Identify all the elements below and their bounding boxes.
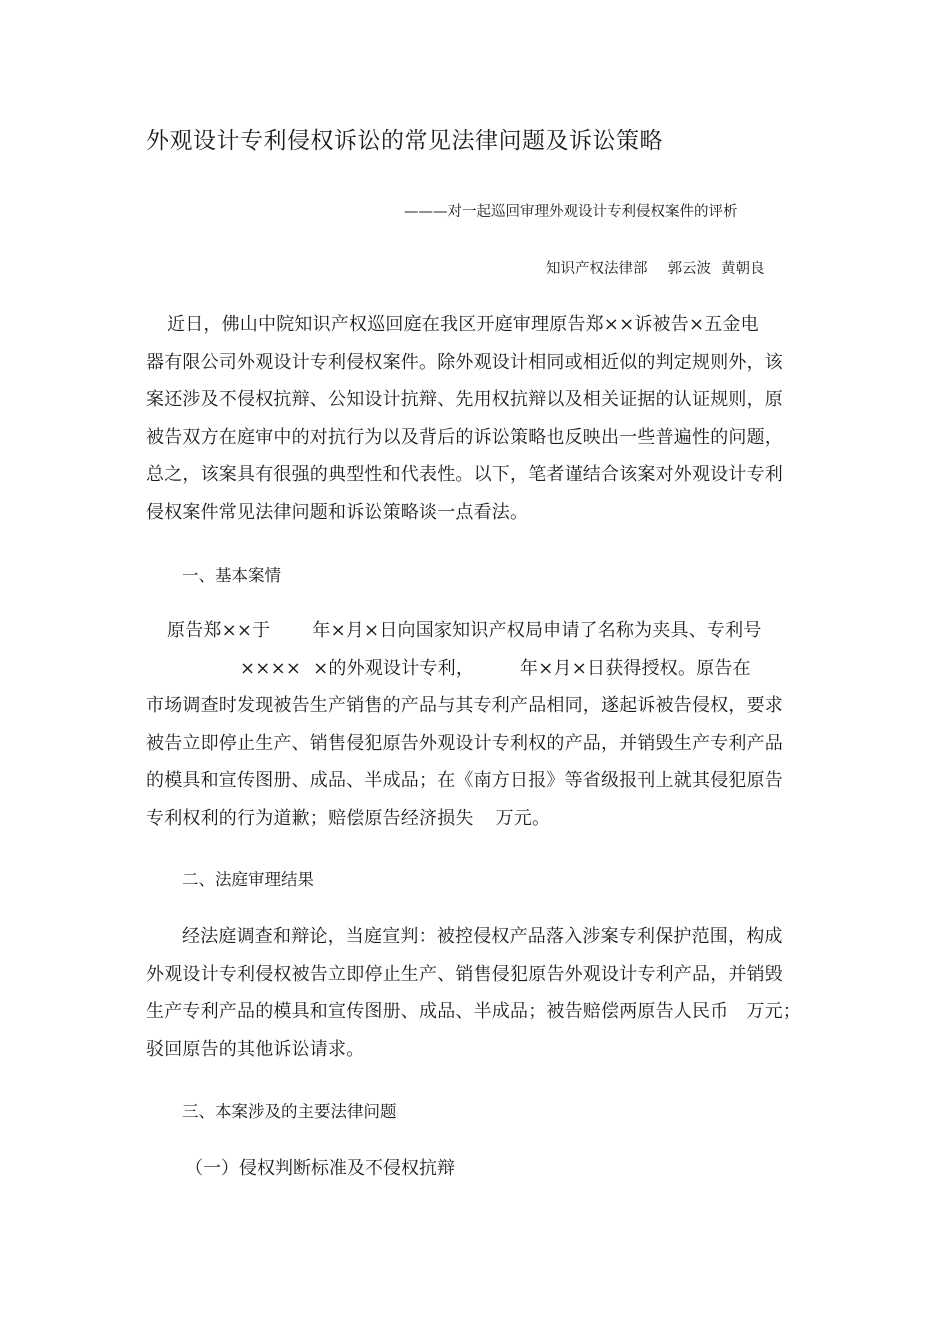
author-line (546, 257, 765, 278)
paragraph-line: 专利权利的行为道歉；赔偿原告经济损失 万元。 (146, 807, 551, 829)
paragraph-line: 案还涉及不侵权抗辩、公知设计抗辩、先用权抗辩以及相关证据的认证规则，原 (146, 389, 783, 410)
paragraph-line: 总之，该案具有很强的典型性和代表性。以下，笔者谨结合该案对外观设计专利 (146, 464, 783, 485)
paragraph-line: 原告郑××于 年×月×日向国家知识产权局申请了名称为夹具、专利号 (167, 620, 762, 641)
document-title: 外观设计专利侵权诉讼的常见法律问题及诉讼策略 (146, 128, 663, 154)
paragraph-line: 驳回原告的其他诉讼请求。 (146, 1038, 365, 1060)
paragraph-line: 器有限公司外观设计专利侵权案件。除外观设计相同或相近似的判定规则外，该 (146, 351, 783, 373)
paragraph-line: 外观设计专利侵权被告立即停止生产、销售侵犯原告外观设计专利产品，并销毁 (146, 963, 783, 985)
section-heading: 三、本案涉及的主要法律问题 (182, 1102, 397, 1121)
paragraph-line: 被告双方在庭审中的对抗行为以及背后的诉讼策略也反映出一些普遍性的问题， (146, 426, 783, 448)
document-subtitle: ———对一起巡回审理外观设计专利侵权案件的评析 (404, 204, 738, 220)
paragraph-line: 市场调查时发现被告生产销售的产品与其专利产品相同，遂起诉被告侵权，要求 (146, 695, 783, 716)
author-name: 郭云波 (667, 261, 711, 277)
subsection-heading: （一）侵权判断标准及不侵权抗辩 (185, 1158, 455, 1179)
section-heading: 一、基本案情 (182, 566, 281, 585)
paragraph-line: 被告立即停止生产、销售侵犯原告外观设计专利权的产品，并销毁生产专利产品 (146, 732, 783, 754)
intro-paragraph (146, 306, 806, 531)
paragraph-line: 近日，佛山中院知识产权巡回庭在我区开庭审理原告郑××诉被告×五金电 (167, 314, 759, 335)
author-name: 黄朝良 (721, 261, 765, 277)
paragraph-line: 侵权案件常见法律问题和诉讼策略谈一点看法。 (146, 501, 529, 523)
paragraph-line: 经法庭调查和辩论，当庭宣判：被控侵权产品落入涉案专利保护范围，构成 (182, 926, 783, 947)
trial-result-paragraph (146, 918, 806, 1068)
department-name: 知识产权法律部 (546, 261, 648, 277)
paragraph-line: 的模具和宣传图册、成品、半成品；在《南方日报》等省级报刊上就其侵犯原告 (146, 770, 783, 791)
paragraph-line: 生产专利产品的模具和宣传图册、成品、半成品；被告赔偿两原告人民币 万元； (146, 1001, 802, 1022)
paragraph-line: ×××× ×的外观设计专利， 年×月×日获得授权。原告在 (240, 657, 751, 679)
case-facts-paragraph (146, 612, 806, 837)
section-heading: 二、法庭审理结果 (182, 870, 314, 889)
